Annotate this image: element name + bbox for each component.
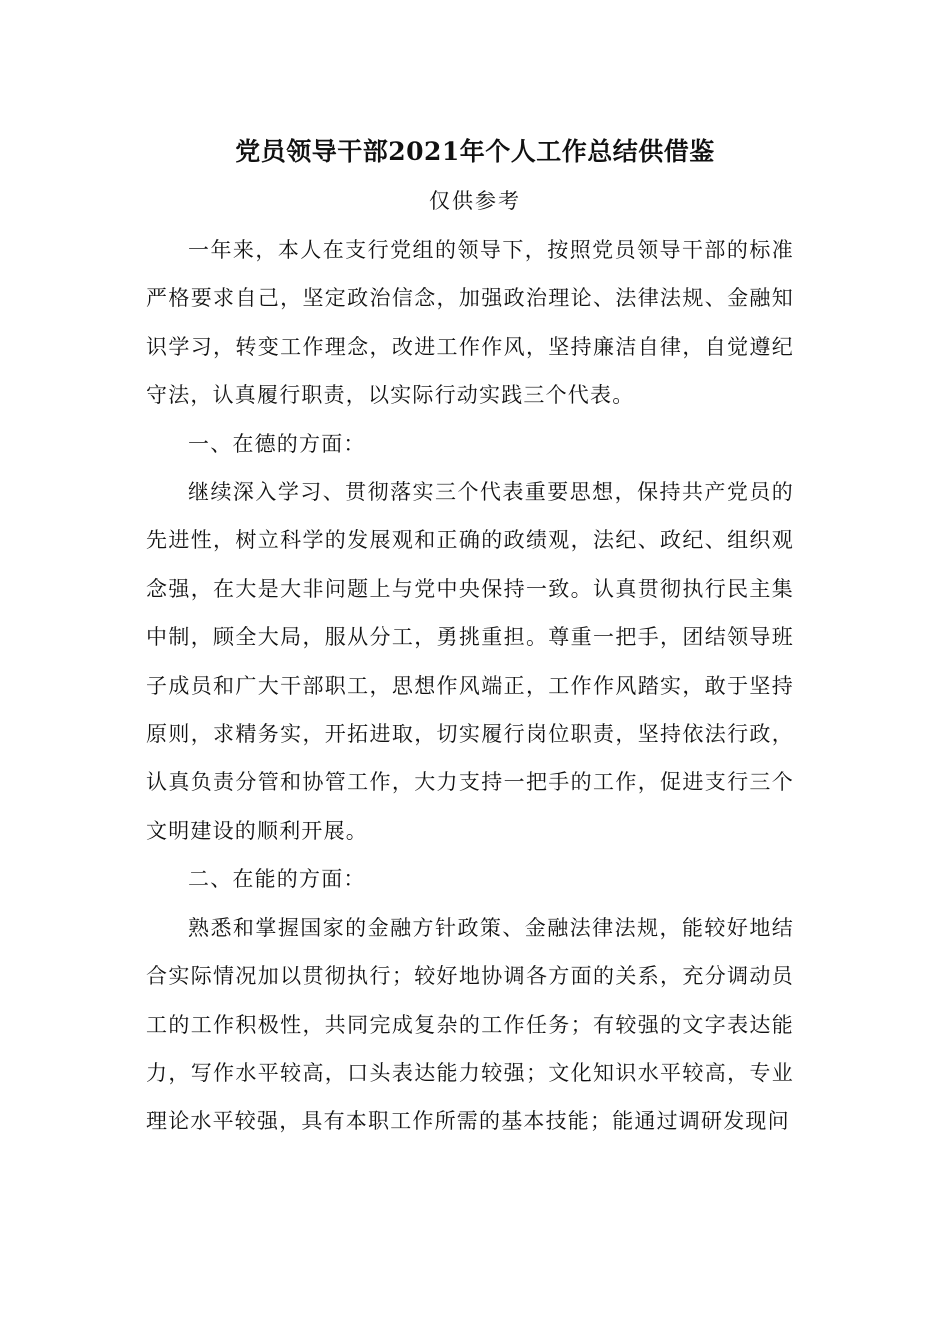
paragraph-intro: 一年来，本人在支行党组的领导下，按照党员领导干部的标准严格要求自己，坚定政治信念，加强政治理论、法律法规、金融知识学习，转变工作理念，改进工作作风，坚持廉洁自律，自觉遵纪守法，认真履行职责，以实际行动实践三个代表。 [146,238,794,408]
paragraph-virtue: 继续深入学习、贯彻落实三个代表重要思想，保持共产党员的先进性，树立科学的发展观和正确的政绩观，法纪、政纪、组织观念强，在大是大非问题上与党中央保持一致。认真贯彻执行民主集中制，顾全大局，服从分工，勇挑重担。尊重一把手，团结领导班子成员和广大干部职工，思想作风端正，工作作风踏实，敢于坚持原则，求精务实，开拓进取，切实履行岗位职责，坚持依法行政，认真负责分管和协管工作，大力支持一把手的工作，促进支行三个文明建设的顺利开展。 [146,480,794,843]
document-title: 党员领导干部2021年个人工作总结供借鉴 [235,137,715,166]
document-body [146,226,794,1146]
paragraph-ability: 熟悉和掌握国家的金融方针政策、金融法律法规，能较好地结合实际情况加以贯彻执行；较好地协调各方面的关系，充分调动员工的工作积极性，共同完成复杂的工作任务；有较强的文字表达能力，写作水平较高，口头表达能力较强；文化知识水平较高，专业理论水平较强，具有本职工作所需的基本技能；能通过调研发现问 [146,915,794,1134]
section-heading-virtue: 一、在德的方面： [188,431,366,456]
document-subtitle: 仅供参考 [429,189,521,213]
section-heading-ability: 二、在能的方面： [188,867,366,892]
